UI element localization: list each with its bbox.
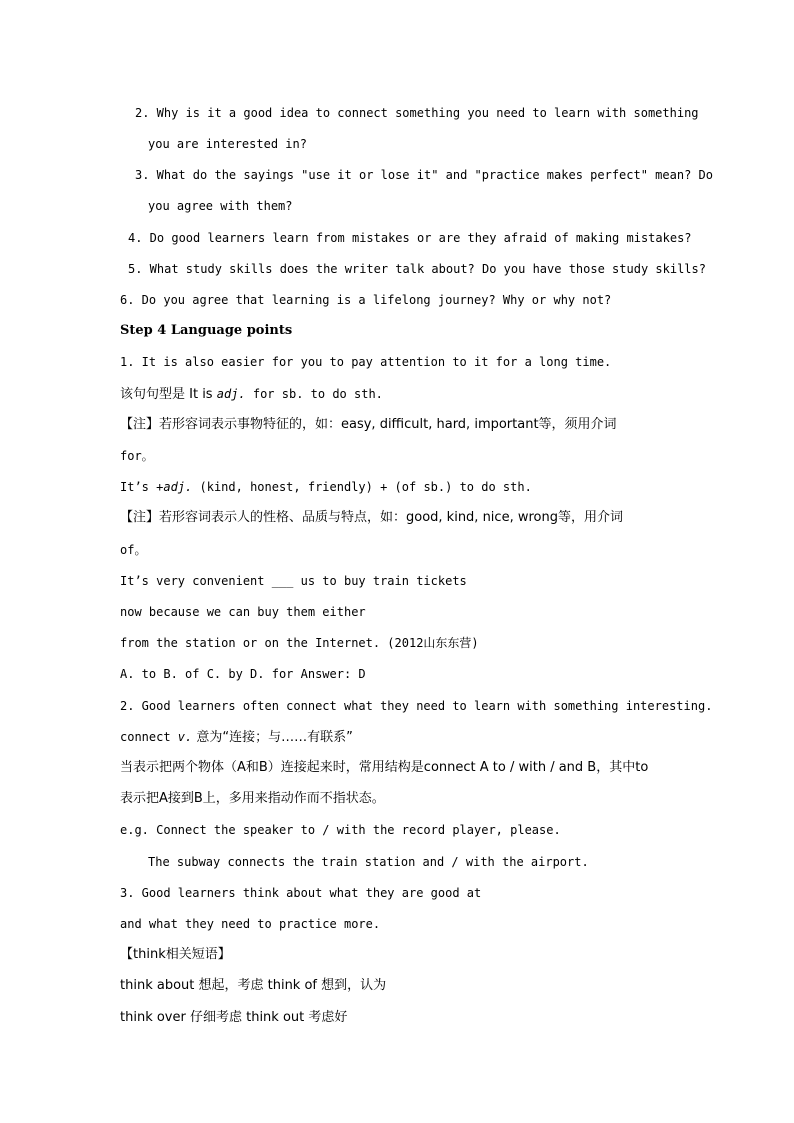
example-2: The subway connects the train station and / with the airport.	[148, 855, 589, 869]
note-2-line-1: 【注】若形容词表示人的性格、品质与特点，如：good, kind, nice, wrong等，用介词	[120, 510, 623, 525]
structure-adj: adj.	[163, 480, 193, 494]
exercise-options: A. to B. of C. by D. for Answer: D	[120, 667, 366, 681]
pattern-adj: adj.	[216, 387, 246, 401]
exercise-line-1: It’s very convenient ___ us to buy train tickets	[120, 574, 467, 588]
exercise-line-3: from the station or on the Internet. (2012山东东营)	[120, 636, 479, 650]
structure-start: It’s +	[120, 480, 164, 494]
step-heading: Step 4 Language points	[120, 323, 293, 338]
question-3-line-2: you agree with them?	[148, 199, 293, 213]
point-1-sentence: 1. It is also easier for you to pay attention to it for a long time.	[120, 355, 612, 369]
think-phrases-line-1: think about 想起，考虑 think of 想到，认为	[120, 978, 387, 993]
connect-word: connect	[120, 730, 178, 744]
example-1: e.g. Connect the speaker to / with the record player, please.	[120, 823, 561, 837]
note-2-line-2: of。	[120, 543, 147, 557]
think-phrases-title: 【think相关短语】	[120, 947, 231, 962]
point-2-sentence: 2. Good learners often connect what they need to learn with something interesting.	[120, 699, 713, 713]
question-2-line-1: 2. Why is it a good idea to connect something you need to learn with something	[135, 106, 699, 120]
question-5: 5. What study skills does the writer talk about? Do you have those study skills?	[128, 262, 706, 276]
question-4: 4. Do good learners learn from mistakes or are they afraid of making mistakes?	[128, 231, 692, 245]
question-6: 6. Do you agree that learning is a lifelong journey? Why or why not?	[120, 293, 612, 307]
structure-line	[120, 479, 532, 495]
note-1-line-1: 【注】若形容词表示事物特征的，如：easy, difficult, hard, important等，须用介词	[120, 417, 617, 432]
connect-usage-line-1: 当表示把两个物体（A和B）连接起来时，常用结构是connect A to / with / and B，其中to	[120, 760, 649, 775]
connect-pos: v.	[177, 730, 193, 744]
point-1-pattern	[120, 386, 383, 403]
structure-rest: (kind, honest, friendly) + (of sb.) to do sth.	[192, 480, 532, 494]
note-1-line-2: for。	[120, 449, 154, 463]
connect-definition: 意为“连接；与……有联系”	[192, 730, 353, 745]
connect-usage-line-2: 表示把A接到B上，多用来指动作而不指状态。	[120, 791, 385, 806]
pattern-rest: for sb. to do sth.	[245, 387, 383, 401]
question-3-line-1: 3. What do the sayings "use it or lose it" and "practice makes perfect" mean? Do	[135, 168, 713, 182]
point-3-line-1: 3. Good learners think about what they are good at	[120, 886, 482, 900]
exercise-line-2: now because we can buy them either	[120, 605, 366, 619]
connect-meaning	[120, 729, 353, 746]
question-2-line-2: you are interested in?	[148, 137, 307, 151]
point-3-line-2: and what they need to practice more.	[120, 917, 381, 931]
pattern-text: 该句句型是 It is	[120, 387, 217, 402]
think-phrases-line-2: think over 仔细考虑 think out 考虑好	[120, 1010, 348, 1025]
